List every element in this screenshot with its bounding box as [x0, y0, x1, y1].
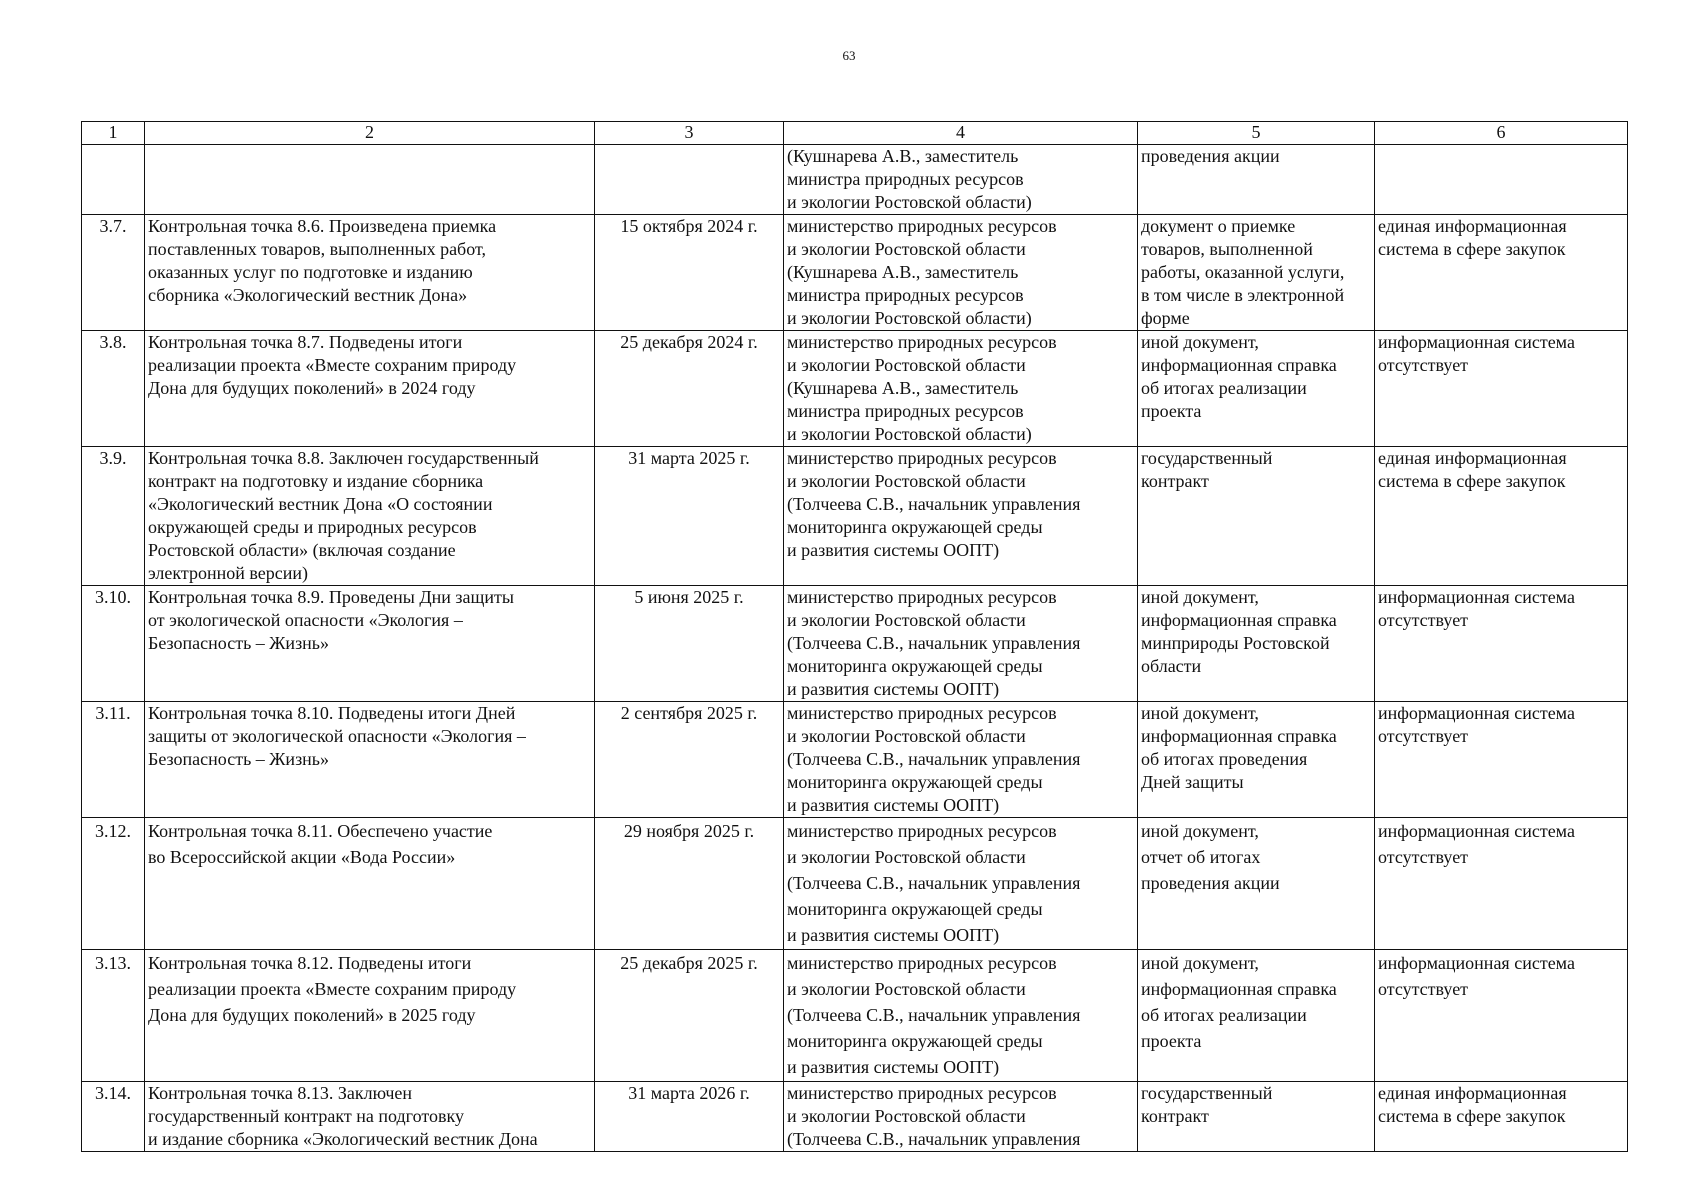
result-document: проведения акции [1138, 145, 1375, 215]
information-system: информационная система отсутствует [1375, 950, 1628, 1082]
responsible-party: министерство природных ресурсов и экологии Ростовской области (Толчеева С.В., начальник управления мониторинга окружающей среды и развития системы ООПТ) [784, 586, 1138, 702]
deadline-date: 31 марта 2025 г. [595, 447, 784, 586]
table-row [82, 331, 1628, 447]
information-system: информационная система отсутствует [1375, 331, 1628, 447]
row-number: 3.14. [82, 1082, 145, 1152]
control-point-description: Контрольная точка 8.11. Обеспечено участие во Всероссийской акции «Вода России» [145, 818, 595, 950]
result-document: государственный контракт [1138, 447, 1375, 586]
information-system [1375, 145, 1628, 215]
page-number: 63 [842, 48, 856, 63]
information-system: информационная система отсутствует [1375, 702, 1628, 818]
row-number: 3.13. [82, 950, 145, 1082]
row-number: 3.7. [82, 215, 145, 331]
table-row [82, 950, 1628, 1082]
column-header-6: 6 [1375, 122, 1628, 145]
result-document: иной документ, информационная справка об итогах реализации проекта [1138, 950, 1375, 1082]
table-row [82, 1082, 1628, 1152]
control-points-table [81, 121, 1628, 1152]
row-number: 3.8. [82, 331, 145, 447]
deadline-date: 15 октября 2024 г. [595, 215, 784, 331]
result-document: документ о приемке товаров, выполненной работы, оказанной услуги, в том числе в электронной форме [1138, 215, 1375, 331]
table-row [82, 447, 1628, 586]
control-point-description: Контрольная точка 8.9. Проведены Дни защиты от экологической опасности «Экология – Безопасность – Жизнь» [145, 586, 595, 702]
result-document: иной документ, информационная справка минприроды Ростовской области [1138, 586, 1375, 702]
table-row [82, 818, 1628, 950]
control-point-description: Контрольная точка 8.7. Подведены итоги реализации проекта «Вместе сохраним природу Дона для будущих поколений» в 2024 году [145, 331, 595, 447]
row-number [82, 145, 145, 215]
table-row [82, 586, 1628, 702]
control-point-description: Контрольная точка 8.12. Подведены итоги реализации проекта «Вместе сохраним природу Дона для будущих поколений» в 2025 году [145, 950, 595, 1082]
row-number: 3.10. [82, 586, 145, 702]
control-point-description: Контрольная точка 8.10. Подведены итоги Дней защиты от экологической опасности «Экология – Безопасность – Жизнь» [145, 702, 595, 818]
deadline-date [595, 145, 784, 215]
column-header-1: 1 [82, 122, 145, 145]
deadline-date: 29 ноября 2025 г. [595, 818, 784, 950]
responsible-party: министерство природных ресурсов и экологии Ростовской области (Кушнарева А.В., заместитель министра природных ресурсов и экологии Ростовской области) [784, 215, 1138, 331]
deadline-date: 5 июня 2025 г. [595, 586, 784, 702]
result-document: иной документ, информационная справка об итогах реализации проекта [1138, 331, 1375, 447]
control-point-description [145, 145, 595, 215]
information-system: информационная система отсутствует [1375, 818, 1628, 950]
row-number: 3.9. [82, 447, 145, 586]
result-document: иной документ, информационная справка об итогах проведения Дней защиты [1138, 702, 1375, 818]
table-row [82, 215, 1628, 331]
row-number: 3.12. [82, 818, 145, 950]
column-header-4: 4 [784, 122, 1138, 145]
responsible-party: министерство природных ресурсов и экологии Ростовской области (Толчеева С.В., начальник управления [784, 1082, 1138, 1152]
column-header-3: 3 [595, 122, 784, 145]
table-row [82, 702, 1628, 818]
deadline-date: 25 декабря 2024 г. [595, 331, 784, 447]
column-header-2: 2 [145, 122, 595, 145]
deadline-date: 2 сентября 2025 г. [595, 702, 784, 818]
control-point-description: Контрольная точка 8.8. Заключен государственный контракт на подготовку и издание сборника «Экологический вестник Дона «О состоянии окружающей среды и природных ресурсов Ростовской области» (включая создание электронной версии) [145, 447, 595, 586]
responsible-party: (Кушнарева А.В., заместитель министра природных ресурсов и экологии Ростовской области) [784, 145, 1138, 215]
responsible-party: министерство природных ресурсов и экологии Ростовской области (Толчеева С.В., начальник управления мониторинга окружающей среды и развития системы ООПТ) [784, 447, 1138, 586]
responsible-party: министерство природных ресурсов и экологии Ростовской области (Толчеева С.В., начальник управления мониторинга окружающей среды и развития системы ООПТ) [784, 702, 1138, 818]
table-row-continuation [82, 145, 1628, 215]
information-system: единая информационная система в сфере закупок [1375, 447, 1628, 586]
table-header-row [82, 122, 1628, 145]
control-point-description: Контрольная точка 8.13. Заключен государственный контракт на подготовку и издание сборника «Экологический вестник Дона [145, 1082, 595, 1152]
responsible-party: министерство природных ресурсов и экологии Ростовской области (Толчеева С.В., начальник управления мониторинга окружающей среды и развития системы ООПТ) [784, 950, 1138, 1082]
control-point-description: Контрольная точка 8.6. Произведена приемка поставленных товаров, выполненных работ, оказанных услуг по подготовке и изданию сборника «Экологический вестник Дона» [145, 215, 595, 331]
result-document: иной документ, отчет об итогах проведения акции [1138, 818, 1375, 950]
result-document: государственный контракт [1138, 1082, 1375, 1152]
responsible-party: министерство природных ресурсов и экологии Ростовской области (Кушнарева А.В., заместитель министра природных ресурсов и экологии Ростовской области) [784, 331, 1138, 447]
responsible-party: министерство природных ресурсов и экологии Ростовской области (Толчеева С.В., начальник управления мониторинга окружающей среды и развития системы ООПТ) [784, 818, 1138, 950]
information-system: единая информационная система в сфере закупок [1375, 215, 1628, 331]
deadline-date: 31 марта 2026 г. [595, 1082, 784, 1152]
column-header-5: 5 [1138, 122, 1375, 145]
deadline-date: 25 декабря 2025 г. [595, 950, 784, 1082]
information-system: единая информационная система в сфере закупок [1375, 1082, 1628, 1152]
row-number: 3.11. [82, 702, 145, 818]
information-system: информационная система отсутствует [1375, 586, 1628, 702]
